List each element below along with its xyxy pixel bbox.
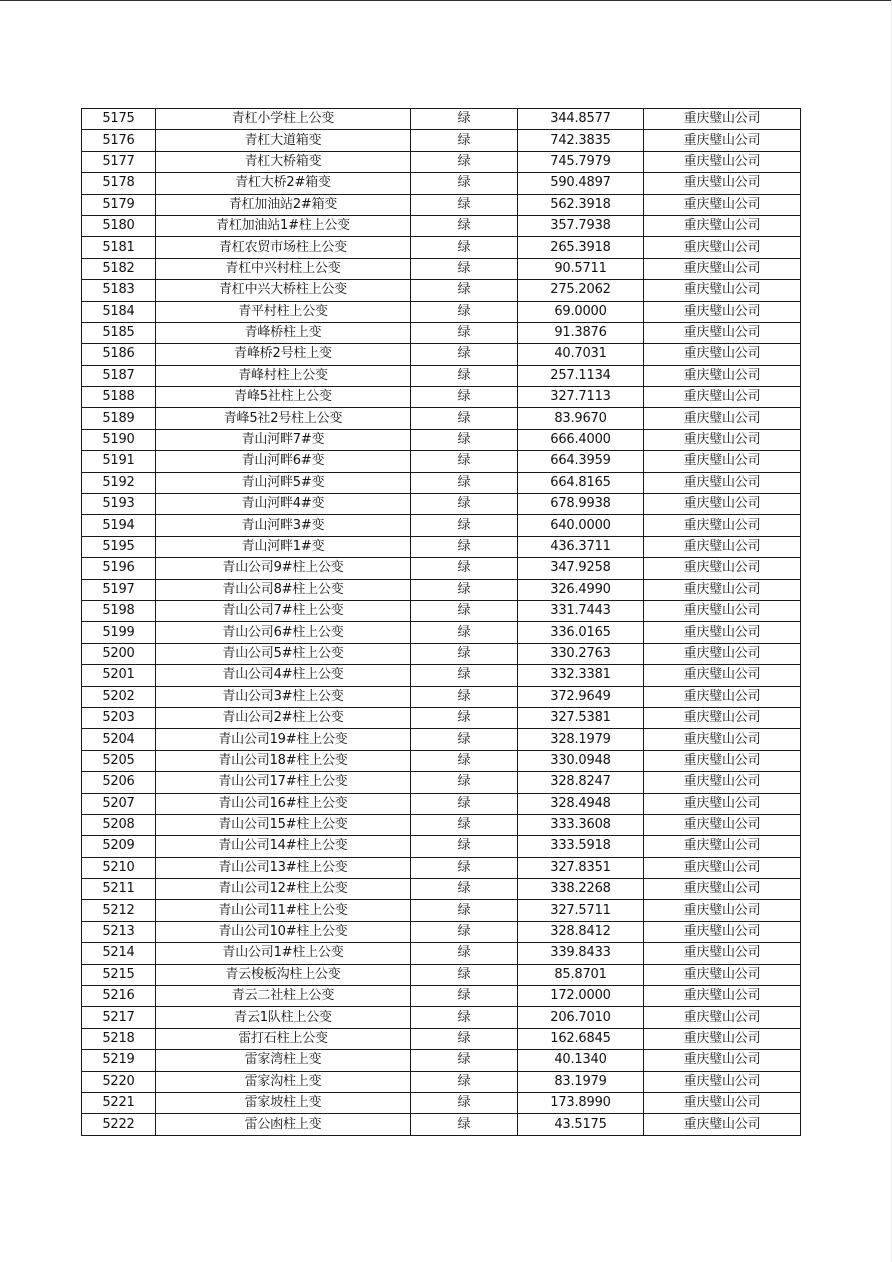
capacity-value-cell: 85.8701 [518,964,644,985]
station-name-cell: 青山公司8#柱上公变 [156,579,411,600]
table-row [82,750,801,771]
capacity-value-cell: 172.0000 [518,986,644,1007]
company-cell: 重庆璧山公司 [644,151,801,172]
capacity-value-cell: 344.8577 [518,109,644,130]
capacity-value-cell: 90.5711 [518,258,644,279]
station-name-cell: 雷家坡柱上变 [156,1092,411,1113]
row-id-cell: 5218 [82,1028,156,1049]
row-id-cell: 5182 [82,258,156,279]
station-name-cell: 青杠农贸市场柱上公变 [156,237,411,258]
row-id-cell: 5213 [82,921,156,942]
status-color-cell: 绿 [411,237,518,258]
table-row [82,643,801,664]
row-id-cell: 5199 [82,622,156,643]
station-name-cell: 青山公司18#柱上公变 [156,750,411,771]
station-name-cell: 青峰村柱上公变 [156,365,411,386]
capacity-value-cell: 372.9649 [518,686,644,707]
company-cell: 重庆璧山公司 [644,536,801,557]
table-row [82,814,801,835]
transformer-capacity-table [81,108,801,1136]
row-id-cell: 5179 [82,194,156,215]
station-name-cell: 青山公司6#柱上公变 [156,622,411,643]
company-cell: 重庆璧山公司 [644,686,801,707]
station-name-cell: 青杠中兴村柱上公变 [156,258,411,279]
row-id-cell: 5196 [82,558,156,579]
row-id-cell: 5219 [82,1050,156,1071]
station-name-cell: 青山公司12#柱上公变 [156,879,411,900]
table-row [82,579,801,600]
status-color-cell: 绿 [411,622,518,643]
company-cell: 重庆璧山公司 [644,109,801,130]
capacity-value-cell: 742.3835 [518,130,644,151]
row-id-cell: 5222 [82,1114,156,1135]
station-name-cell: 青杠中兴大桥柱上公变 [156,280,411,301]
capacity-value-cell: 333.5918 [518,836,644,857]
company-cell: 重庆璧山公司 [644,344,801,365]
company-cell: 重庆璧山公司 [644,258,801,279]
status-color-cell: 绿 [411,986,518,1007]
company-cell: 重庆璧山公司 [644,900,801,921]
station-name-cell: 青云二社柱上公变 [156,986,411,1007]
station-name-cell: 雷公凼柱上变 [156,1114,411,1135]
row-id-cell: 5197 [82,579,156,600]
company-cell: 重庆璧山公司 [644,408,801,429]
status-color-cell: 绿 [411,750,518,771]
table-row [82,429,801,450]
capacity-value-cell: 162.6845 [518,1028,644,1049]
table-row [82,536,801,557]
station-name-cell: 青山公司14#柱上公变 [156,836,411,857]
table-row [82,1007,801,1028]
station-name-cell: 青山公司2#柱上公变 [156,707,411,728]
status-color-cell: 绿 [411,772,518,793]
company-cell: 重庆璧山公司 [644,793,801,814]
page-top-rule [0,0,892,1]
capacity-value-cell: 326.4990 [518,579,644,600]
capacity-value-cell: 327.5381 [518,707,644,728]
station-name-cell: 青云1队柱上公变 [156,1007,411,1028]
row-id-cell: 5184 [82,301,156,322]
status-color-cell: 绿 [411,515,518,536]
capacity-value-cell: 338.2268 [518,879,644,900]
row-id-cell: 5188 [82,387,156,408]
company-cell: 重庆璧山公司 [644,1028,801,1049]
company-cell: 重庆璧山公司 [644,964,801,985]
station-name-cell: 青山公司11#柱上公变 [156,900,411,921]
table-row [82,1092,801,1113]
table-row [82,793,801,814]
company-cell: 重庆璧山公司 [644,643,801,664]
row-id-cell: 5207 [82,793,156,814]
row-id-cell: 5178 [82,173,156,194]
capacity-value-cell: 275.2062 [518,280,644,301]
table-row [82,729,801,750]
status-color-cell: 绿 [411,322,518,343]
row-id-cell: 5220 [82,1071,156,1092]
table-row [82,665,801,686]
row-id-cell: 5186 [82,344,156,365]
status-color-cell: 绿 [411,472,518,493]
table-row [82,1071,801,1092]
status-color-cell: 绿 [411,579,518,600]
table-row [82,1028,801,1049]
table-row [82,964,801,985]
company-cell: 重庆璧山公司 [644,322,801,343]
status-color-cell: 绿 [411,258,518,279]
capacity-value-cell: 328.1979 [518,729,644,750]
table-row [82,836,801,857]
station-name-cell: 青山河畔5#变 [156,472,411,493]
table-row [82,194,801,215]
capacity-value-cell: 332.3381 [518,665,644,686]
row-id-cell: 5180 [82,215,156,236]
station-name-cell: 青山河畔3#变 [156,515,411,536]
table-row [82,900,801,921]
company-cell: 重庆璧山公司 [644,301,801,322]
capacity-value-cell: 91.3876 [518,322,644,343]
row-id-cell: 5189 [82,408,156,429]
row-id-cell: 5206 [82,772,156,793]
company-cell: 重庆璧山公司 [644,494,801,515]
company-cell: 重庆璧山公司 [644,750,801,771]
company-cell: 重庆璧山公司 [644,558,801,579]
station-name-cell: 青杠加油站1#柱上公变 [156,215,411,236]
station-name-cell: 青峰5社柱上公变 [156,387,411,408]
table-row [82,237,801,258]
status-color-cell: 绿 [411,451,518,472]
table-row [82,622,801,643]
capacity-value-cell: 666.4000 [518,429,644,450]
station-name-cell: 青峰桥2号柱上变 [156,344,411,365]
company-cell: 重庆璧山公司 [644,600,801,621]
capacity-value-cell: 678.9938 [518,494,644,515]
table-row [82,943,801,964]
company-cell: 重庆璧山公司 [644,986,801,1007]
capacity-value-cell: 330.2763 [518,643,644,664]
row-id-cell: 5212 [82,900,156,921]
capacity-value-cell: 83.9670 [518,408,644,429]
table-row [82,772,801,793]
station-name-cell: 青山公司15#柱上公变 [156,814,411,835]
table-row [82,387,801,408]
table-row [82,879,801,900]
company-cell: 重庆璧山公司 [644,1007,801,1028]
company-cell: 重庆璧山公司 [644,1050,801,1071]
row-id-cell: 5215 [82,964,156,985]
station-name-cell: 青杠大道箱变 [156,130,411,151]
row-id-cell: 5204 [82,729,156,750]
capacity-value-cell: 83.1979 [518,1071,644,1092]
capacity-value-cell: 331.7443 [518,600,644,621]
station-name-cell: 青山河畔6#变 [156,451,411,472]
table-row [82,344,801,365]
capacity-value-cell: 40.7031 [518,344,644,365]
company-cell: 重庆璧山公司 [644,451,801,472]
station-name-cell: 青山河畔7#变 [156,429,411,450]
status-color-cell: 绿 [411,408,518,429]
row-id-cell: 5221 [82,1092,156,1113]
company-cell: 重庆璧山公司 [644,365,801,386]
station-name-cell: 青山公司7#柱上公变 [156,600,411,621]
status-color-cell: 绿 [411,943,518,964]
table-row [82,707,801,728]
status-color-cell: 绿 [411,1028,518,1049]
company-cell: 重庆璧山公司 [644,943,801,964]
table-row [82,365,801,386]
capacity-value-cell: 327.5711 [518,900,644,921]
status-color-cell: 绿 [411,536,518,557]
capacity-value-cell: 664.8165 [518,472,644,493]
status-color-cell: 绿 [411,301,518,322]
capacity-value-cell: 206.7010 [518,1007,644,1028]
station-name-cell: 青杠大桥箱变 [156,151,411,172]
capacity-value-cell: 328.8247 [518,772,644,793]
station-name-cell: 青山公司5#柱上公变 [156,643,411,664]
station-name-cell: 青山公司3#柱上公变 [156,686,411,707]
status-color-cell: 绿 [411,729,518,750]
status-color-cell: 绿 [411,194,518,215]
station-name-cell: 青杠大桥2#箱变 [156,173,411,194]
table-row [82,686,801,707]
row-id-cell: 5191 [82,451,156,472]
company-cell: 重庆璧山公司 [644,772,801,793]
status-color-cell: 绿 [411,707,518,728]
table-row [82,921,801,942]
status-color-cell: 绿 [411,600,518,621]
capacity-value-cell: 745.7979 [518,151,644,172]
status-color-cell: 绿 [411,387,518,408]
company-cell: 重庆璧山公司 [644,665,801,686]
capacity-value-cell: 43.5175 [518,1114,644,1135]
capacity-value-cell: 562.3918 [518,194,644,215]
capacity-value-cell: 357.7938 [518,215,644,236]
table-row [82,280,801,301]
company-cell: 重庆璧山公司 [644,1071,801,1092]
company-cell: 重庆璧山公司 [644,1092,801,1113]
table-row [82,215,801,236]
capacity-value-cell: 339.8433 [518,943,644,964]
table-row [82,1114,801,1135]
row-id-cell: 5203 [82,707,156,728]
company-cell: 重庆璧山公司 [644,879,801,900]
row-id-cell: 5185 [82,322,156,343]
table-row [82,151,801,172]
row-id-cell: 5209 [82,836,156,857]
station-name-cell: 雷家湾柱上变 [156,1050,411,1071]
status-color-cell: 绿 [411,900,518,921]
table-row [82,558,801,579]
capacity-value-cell: 330.0948 [518,750,644,771]
table-row [82,1050,801,1071]
row-id-cell: 5200 [82,643,156,664]
station-name-cell: 雷家沟柱上变 [156,1071,411,1092]
station-name-cell: 青山河畔1#变 [156,536,411,557]
company-cell: 重庆璧山公司 [644,215,801,236]
row-id-cell: 5210 [82,857,156,878]
company-cell: 重庆璧山公司 [644,194,801,215]
station-name-cell: 青山公司4#柱上公变 [156,665,411,686]
row-id-cell: 5194 [82,515,156,536]
row-id-cell: 5177 [82,151,156,172]
status-color-cell: 绿 [411,686,518,707]
table-row [82,451,801,472]
station-name-cell: 青山公司1#柱上公变 [156,943,411,964]
station-name-cell: 青杠小学柱上公变 [156,109,411,130]
status-color-cell: 绿 [411,1114,518,1135]
status-color-cell: 绿 [411,879,518,900]
status-color-cell: 绿 [411,1050,518,1071]
row-id-cell: 5193 [82,494,156,515]
row-id-cell: 5217 [82,1007,156,1028]
table-row [82,494,801,515]
company-cell: 重庆璧山公司 [644,429,801,450]
company-cell: 重庆璧山公司 [644,387,801,408]
status-color-cell: 绿 [411,215,518,236]
company-cell: 重庆璧山公司 [644,857,801,878]
status-color-cell: 绿 [411,921,518,942]
table-row [82,301,801,322]
row-id-cell: 5201 [82,665,156,686]
row-id-cell: 5202 [82,686,156,707]
company-cell: 重庆璧山公司 [644,515,801,536]
station-name-cell: 青峰5社2号柱上公变 [156,408,411,429]
station-name-cell: 青杠加油站2#箱变 [156,194,411,215]
capacity-value-cell: 347.9258 [518,558,644,579]
capacity-value-cell: 664.3959 [518,451,644,472]
station-name-cell: 青峰桥柱上变 [156,322,411,343]
company-cell: 重庆璧山公司 [644,472,801,493]
status-color-cell: 绿 [411,173,518,194]
status-color-cell: 绿 [411,130,518,151]
table-row [82,986,801,1007]
company-cell: 重庆璧山公司 [644,729,801,750]
status-color-cell: 绿 [411,365,518,386]
station-name-cell: 青云梭板沟柱上公变 [156,964,411,985]
row-id-cell: 5192 [82,472,156,493]
status-color-cell: 绿 [411,1007,518,1028]
status-color-cell: 绿 [411,814,518,835]
status-color-cell: 绿 [411,857,518,878]
capacity-value-cell: 336.0165 [518,622,644,643]
table-row [82,600,801,621]
row-id-cell: 5187 [82,365,156,386]
status-color-cell: 绿 [411,429,518,450]
company-cell: 重庆璧山公司 [644,707,801,728]
row-id-cell: 5216 [82,986,156,1007]
station-name-cell: 青山公司19#柱上公变 [156,729,411,750]
table-row [82,322,801,343]
status-color-cell: 绿 [411,1071,518,1092]
status-color-cell: 绿 [411,643,518,664]
status-color-cell: 绿 [411,1092,518,1113]
station-name-cell: 青山公司16#柱上公变 [156,793,411,814]
status-color-cell: 绿 [411,494,518,515]
row-id-cell: 5214 [82,943,156,964]
capacity-value-cell: 257.1134 [518,365,644,386]
capacity-value-cell: 590.4897 [518,173,644,194]
table-row [82,173,801,194]
status-color-cell: 绿 [411,964,518,985]
row-id-cell: 5181 [82,237,156,258]
row-id-cell: 5211 [82,879,156,900]
capacity-value-cell: 328.4948 [518,793,644,814]
company-cell: 重庆璧山公司 [644,173,801,194]
table-row [82,408,801,429]
status-color-cell: 绿 [411,665,518,686]
capacity-value-cell: 640.0000 [518,515,644,536]
row-id-cell: 5208 [82,814,156,835]
table-row [82,857,801,878]
capacity-value-cell: 328.8412 [518,921,644,942]
status-color-cell: 绿 [411,109,518,130]
status-color-cell: 绿 [411,836,518,857]
station-name-cell: 青山河畔4#变 [156,494,411,515]
capacity-value-cell: 69.0000 [518,301,644,322]
company-cell: 重庆璧山公司 [644,237,801,258]
row-id-cell: 5198 [82,600,156,621]
station-name-cell: 青山公司13#柱上公变 [156,857,411,878]
capacity-value-cell: 333.3608 [518,814,644,835]
company-cell: 重庆璧山公司 [644,1114,801,1135]
capacity-value-cell: 40.1340 [518,1050,644,1071]
company-cell: 重庆璧山公司 [644,836,801,857]
row-id-cell: 5205 [82,750,156,771]
company-cell: 重庆璧山公司 [644,814,801,835]
station-name-cell: 雷打石柱上公变 [156,1028,411,1049]
table-row [82,472,801,493]
table-body [82,109,801,1136]
status-color-cell: 绿 [411,558,518,579]
capacity-value-cell: 327.7113 [518,387,644,408]
row-id-cell: 5175 [82,109,156,130]
table-row [82,130,801,151]
station-name-cell: 青平村柱上公变 [156,301,411,322]
capacity-value-cell: 265.3918 [518,237,644,258]
station-name-cell: 青山公司10#柱上公变 [156,921,411,942]
status-color-cell: 绿 [411,344,518,365]
capacity-value-cell: 327.8351 [518,857,644,878]
capacity-value-cell: 173.8990 [518,1092,644,1113]
status-color-cell: 绿 [411,151,518,172]
row-id-cell: 5176 [82,130,156,151]
status-color-cell: 绿 [411,793,518,814]
table-row [82,109,801,130]
station-name-cell: 青山公司17#柱上公变 [156,772,411,793]
row-id-cell: 5183 [82,280,156,301]
table-row [82,258,801,279]
row-id-cell: 5190 [82,429,156,450]
table-row [82,515,801,536]
row-id-cell: 5195 [82,536,156,557]
capacity-value-cell: 436.3711 [518,536,644,557]
company-cell: 重庆璧山公司 [644,921,801,942]
company-cell: 重庆璧山公司 [644,280,801,301]
company-cell: 重庆璧山公司 [644,130,801,151]
status-color-cell: 绿 [411,280,518,301]
station-name-cell: 青山公司9#柱上公变 [156,558,411,579]
company-cell: 重庆璧山公司 [644,579,801,600]
company-cell: 重庆璧山公司 [644,622,801,643]
